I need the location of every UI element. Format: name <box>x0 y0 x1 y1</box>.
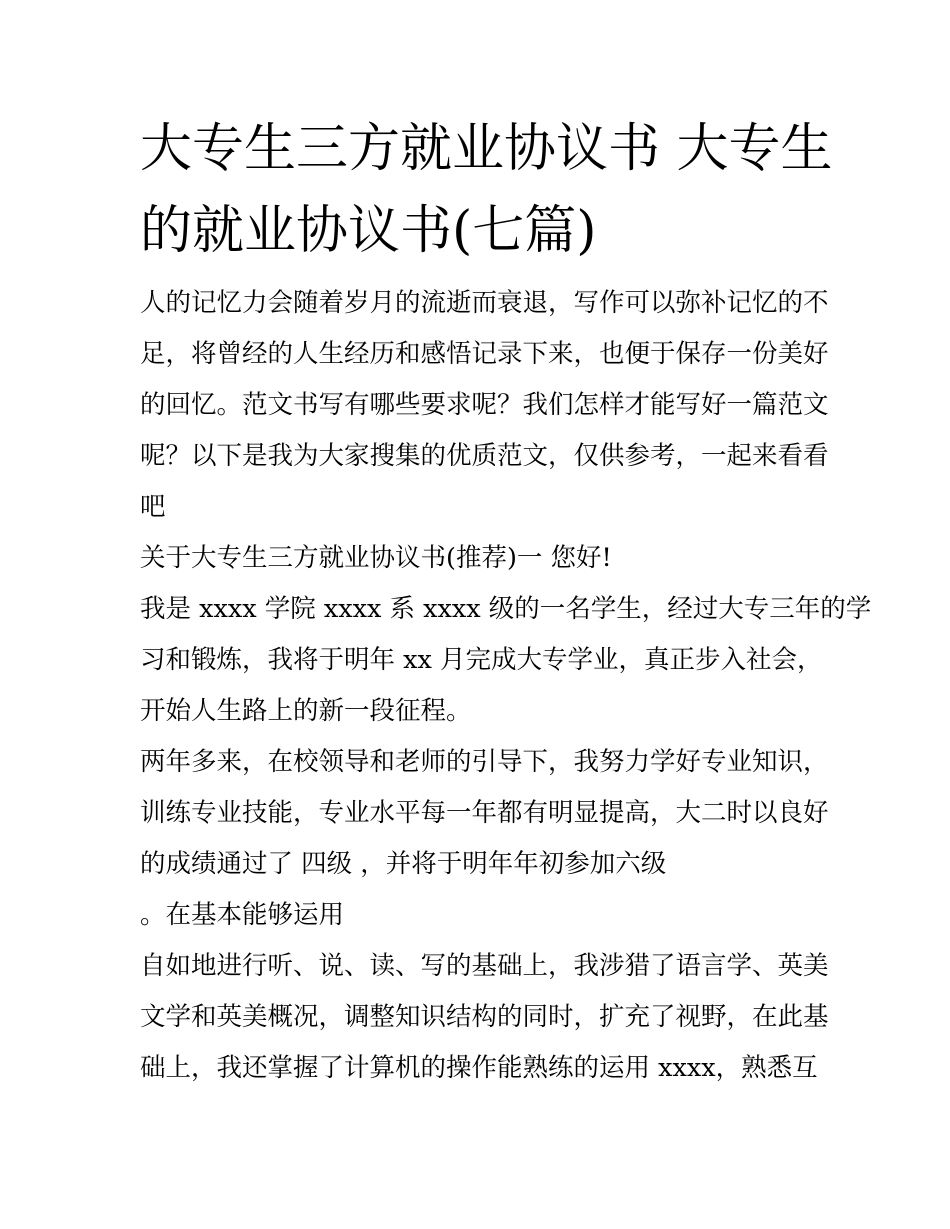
text-line: 开始人生路上的新一段征程。 <box>140 696 472 726</box>
text-line: 足，将曾经的人生经历和感悟记录下来，也便于保存一份美好 <box>140 339 829 369</box>
text-line: 两年多来，在校领导和老师的引导下，我努力学好专业知识， <box>140 747 829 777</box>
intro-paragraph <box>140 278 829 533</box>
text-line: 习和锻炼，我将于明年 xx 月完成大专学业，真正步入社会， <box>140 645 823 675</box>
text-line: 我是 xxxx 学院 xxxx 系 xxxx 级的一名学生，经过大专三年的学 <box>140 594 872 624</box>
text-line: 呢？以下是我为大家搜集的优质范文，仅供参考，一起来看看 <box>140 441 829 471</box>
text-line: 。在基本能够运用 <box>140 900 345 930</box>
body-paragraph <box>140 737 829 890</box>
text-line: 础上，我还掌握了计算机的操作能熟练的运用 xxxx，熟悉互 <box>140 1053 818 1083</box>
body-paragraph <box>140 584 872 737</box>
title-line: 大专生三方就业协议书 大专生 <box>140 119 833 179</box>
text-line: 吧 <box>140 492 166 522</box>
text-line: 人的记忆力会随着岁月的流逝而衰退，写作可以弥补记忆的不 <box>140 288 829 318</box>
section-heading-paragraph <box>140 533 815 584</box>
text-line: 关于大专生三方就业协议书(推荐)一 您好! <box>140 543 612 573</box>
text-line: 自如地进行听、说、读、写的基础上，我涉猎了语言学、英美 <box>140 951 829 981</box>
text-line: 训练专业技能，专业水平每一年都有明显提高，大二时以良好 <box>140 798 829 828</box>
text-line: 文学和英美概况，调整知识结构的同时，扩充了视野，在此基 <box>140 1002 829 1032</box>
document-content <box>140 108 872 1094</box>
title-line: 的就业协议书(七篇) <box>140 201 597 261</box>
text-line: 的成绩通过了 四级 ，并将于明年年初参加六级 <box>140 849 667 879</box>
body-paragraph <box>140 890 815 941</box>
text-line: 的回忆。范文书写有哪些要求呢？我们怎样才能写好一篇范文 <box>140 390 829 420</box>
body-paragraph <box>140 941 829 1094</box>
document-title <box>140 108 833 272</box>
